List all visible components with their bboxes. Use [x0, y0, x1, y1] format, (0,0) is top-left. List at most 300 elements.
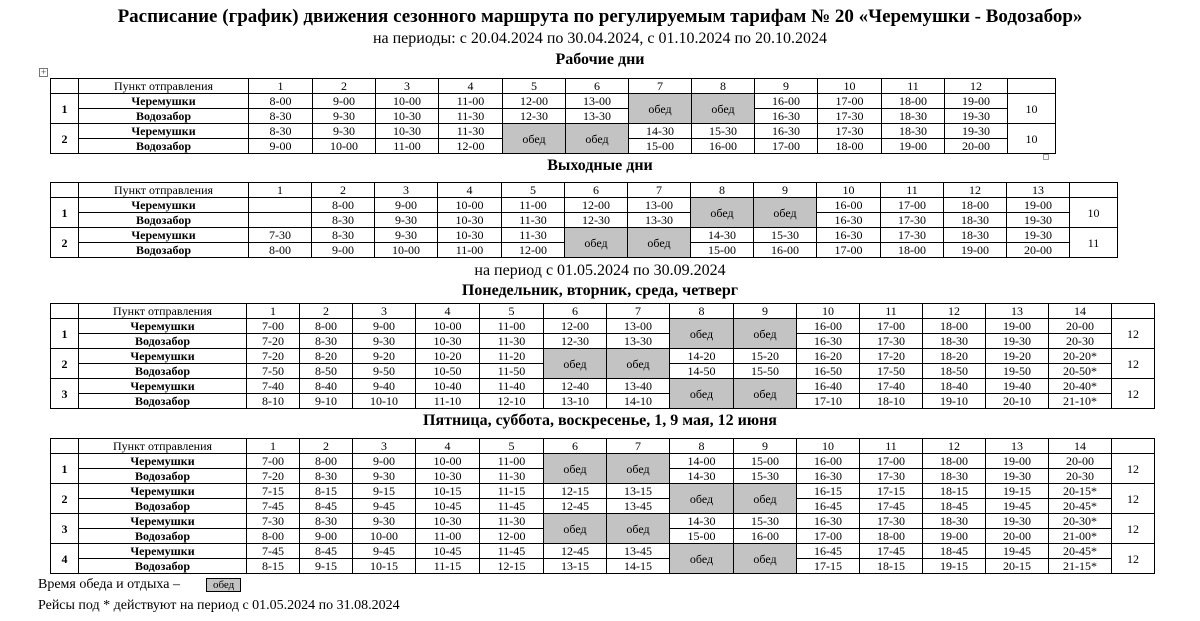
header-total-blank [1070, 183, 1118, 198]
departure-time-cell: 8-30 [300, 334, 353, 349]
footer-lunch-note [38, 577, 241, 593]
trips-total-cell: 12 [1112, 454, 1155, 484]
departure-time-cell: 13-00 [628, 198, 691, 213]
departure-time-cell: 7-30 [247, 514, 300, 529]
stop-name-cell: Черемушки [79, 94, 249, 109]
lunch-break-cell: обед [734, 544, 797, 574]
departure-time-cell: 7-00 [247, 454, 300, 469]
departure-time-cell: 16-15 [797, 484, 860, 499]
departure-time-cell: 13-45 [607, 499, 670, 514]
table-row [51, 454, 1155, 469]
departure-time-cell: 8-50 [300, 364, 353, 379]
departure-time-cell: 9-20 [353, 349, 416, 364]
route-number-cell: 1 [51, 94, 79, 124]
departure-time-cell: 17-00 [755, 139, 818, 154]
departure-time-cell: 16-30 [817, 228, 881, 243]
table-row [51, 94, 1056, 109]
departure-time-cell: 20-45* [1049, 544, 1112, 559]
departure-time-cell: 18-20 [923, 349, 986, 364]
departure-time-cell: 10-00 [416, 319, 480, 334]
departure-time-cell: 14-10 [607, 394, 670, 409]
header-trip-number: 12 [923, 304, 986, 319]
departure-time-cell: 16-30 [797, 334, 860, 349]
lunch-break-cell: обед [670, 484, 734, 514]
lunch-break-cell: обед [565, 228, 628, 258]
departure-time-cell: 18-30 [882, 124, 945, 139]
departure-time-cell: 18-30 [923, 469, 986, 484]
departure-time-cell: 19-40 [986, 379, 1049, 394]
departure-time-cell: 20-45* [1049, 499, 1112, 514]
departure-time-cell: 8-00 [300, 454, 353, 469]
departure-time-cell: 9-30 [353, 514, 416, 529]
departure-time-cell: 8-30 [300, 469, 353, 484]
stop-name-cell: Водозабор [79, 139, 249, 154]
route-number-cell: 1 [51, 319, 79, 349]
departure-time-cell: 11-00 [502, 198, 565, 213]
departure-time-cell [249, 198, 312, 213]
departure-time-cell: 17-00 [817, 243, 881, 258]
departure-time-cell: 19-30 [945, 109, 1008, 124]
departure-time-cell: 8-00 [312, 198, 375, 213]
departure-time-cell: 9-00 [353, 454, 416, 469]
header-trip-number: 7 [607, 304, 670, 319]
departure-time-cell: 8-30 [312, 228, 375, 243]
stop-name-cell: Водозабор [79, 109, 249, 124]
departure-time-cell: 14-20 [670, 349, 734, 364]
departure-time-cell: 7-20 [247, 334, 300, 349]
departure-time-cell: 16-50 [797, 364, 860, 379]
departure-time-cell: 10-00 [375, 243, 438, 258]
departure-time-cell: 10-10 [353, 394, 416, 409]
departure-time-cell: 15-20 [734, 349, 797, 364]
departure-time-cell: 17-20 [860, 349, 923, 364]
departure-time-cell: 17-30 [881, 213, 944, 228]
departure-time-cell: 11-20 [480, 349, 544, 364]
departure-time-cell: 18-00 [860, 529, 923, 544]
departure-time-cell: 18-15 [860, 559, 923, 574]
departure-time-cell: 15-30 [692, 124, 755, 139]
stop-name-cell: Черемушки [79, 514, 247, 529]
footer-star-note: Рейсы под * действуют на период с 01.05.2024 по 31.08.2024 [38, 598, 400, 613]
header-trip-number: 10 [817, 183, 881, 198]
departure-time-cell: 16-00 [755, 94, 818, 109]
departure-time-cell: 11-30 [439, 109, 503, 124]
departure-time-cell: 20-30* [1049, 514, 1112, 529]
departure-time-cell: 14-00 [670, 454, 734, 469]
departure-time-cell: 10-45 [416, 544, 480, 559]
header-trip-number: 12 [923, 439, 986, 454]
departure-time-cell: 12-10 [480, 394, 544, 409]
departure-time-cell: 16-20 [797, 349, 860, 364]
departure-time-cell: 9-30 [375, 228, 438, 243]
departure-time-cell: 18-30 [923, 334, 986, 349]
page-title: Расписание (график) движения сезонного маршрута по регулируемым тарифам № 20 «Черемушки - Водозабор» [117, 6, 1083, 27]
departure-time-cell: 20-15* [1049, 484, 1112, 499]
departure-time-cell: 9-00 [300, 529, 353, 544]
section-title-weekends: Выходные дни [547, 157, 653, 174]
departure-time-cell: 17-15 [860, 484, 923, 499]
departure-time-cell: 10-30 [416, 469, 480, 484]
header-trip-number: 12 [945, 79, 1008, 94]
route-number-cell: 3 [51, 514, 79, 544]
departure-time-cell: 16-40 [797, 379, 860, 394]
departure-time-cell: 8-40 [300, 379, 353, 394]
trips-total-cell: 11 [1070, 228, 1118, 258]
departure-time-cell: 9-45 [353, 544, 416, 559]
header-total-blank [1112, 439, 1155, 454]
departure-time-cell: 12-30 [565, 213, 628, 228]
departure-time-cell: 18-30 [923, 514, 986, 529]
schedule-table-fri-sun [50, 438, 1155, 574]
departure-time-cell: 9-40 [353, 379, 416, 394]
stop-name-cell: Черемушки [79, 228, 249, 243]
header-trip-number: 5 [503, 79, 566, 94]
lunch-break-cell: обед [691, 198, 754, 228]
header-trip-number: 1 [247, 439, 300, 454]
move-handle-icon[interactable]: + [40, 68, 47, 76]
header-trip-number: 11 [860, 439, 923, 454]
stop-name-cell: Черемушки [79, 124, 249, 139]
departure-time-cell: 8-30 [249, 124, 313, 139]
stop-name-cell: Черемушки [79, 349, 247, 364]
departure-time-cell: 10-00 [353, 529, 416, 544]
departure-time-cell: 18-00 [923, 454, 986, 469]
departure-time-cell: 18-30 [882, 109, 945, 124]
lunch-break-cell: обед [607, 349, 670, 379]
departure-time-cell: 16-30 [817, 213, 881, 228]
departure-time-cell: 18-10 [860, 394, 923, 409]
departure-time-cell: 18-30 [944, 228, 1007, 243]
table-row [51, 349, 1155, 364]
header-trip-number: 3 [353, 304, 416, 319]
departure-time-cell: 19-15 [986, 484, 1049, 499]
departure-time-cell: 17-00 [818, 94, 882, 109]
departure-time-cell: 12-00 [439, 139, 503, 154]
departure-time-cell: 11-00 [438, 243, 502, 258]
trips-total-cell: 10 [1008, 94, 1056, 124]
departure-time-cell: 17-45 [860, 499, 923, 514]
lunch-break-cell: обед [670, 544, 734, 574]
departure-time-cell: 10-30 [376, 109, 439, 124]
route-number-cell: 2 [51, 124, 79, 154]
table-header-row [51, 183, 1118, 198]
trips-total-cell: 12 [1112, 544, 1155, 574]
departure-time-cell: 13-00 [607, 319, 670, 334]
header-trip-number: 10 [818, 79, 882, 94]
departure-time-cell: 21-00* [1049, 529, 1112, 544]
table-row [51, 124, 1056, 139]
departure-time-cell: 8-15 [247, 559, 300, 574]
lunch-break-cell: обед [670, 379, 734, 409]
departure-time-cell: 19-00 [1007, 198, 1070, 213]
departure-time-cell: 20-10 [986, 394, 1049, 409]
departure-time-cell: 16-45 [797, 499, 860, 514]
header-blank-cell [51, 439, 79, 454]
departure-time-cell: 16-30 [797, 514, 860, 529]
departure-time-cell: 15-00 [734, 454, 797, 469]
route-number-cell: 3 [51, 379, 79, 409]
departure-time-cell: 9-10 [300, 394, 353, 409]
departure-time-cell: 16-30 [755, 124, 818, 139]
departure-time-cell: 17-30 [881, 228, 944, 243]
lunch-break-cell: обед [734, 379, 797, 409]
header-trip-number: 6 [544, 439, 607, 454]
departure-time-cell: 9-00 [313, 94, 376, 109]
departure-time-cell: 11-15 [416, 559, 480, 574]
lunch-break-cell: обед [607, 514, 670, 544]
departure-time-cell: 15-50 [734, 364, 797, 379]
departure-time-cell: 20-40* [1049, 379, 1112, 394]
departure-time-cell: 19-30 [986, 334, 1049, 349]
departure-time-cell: 12-15 [544, 484, 607, 499]
table-header-row [51, 79, 1056, 94]
departure-time-cell: 8-20 [300, 349, 353, 364]
departure-time-cell: 11-30 [480, 469, 544, 484]
departure-time-cell: 10-30 [376, 124, 439, 139]
departure-time-cell: 15-30 [754, 228, 817, 243]
section-title-workdays: Рабочие дни [555, 51, 645, 68]
header-trip-number: 9 [734, 439, 797, 454]
departure-time-cell: 11-30 [502, 213, 565, 228]
departure-time-cell: 17-10 [797, 394, 860, 409]
departure-time-cell: 9-00 [353, 319, 416, 334]
departure-time-cell: 14-50 [670, 364, 734, 379]
departure-time-cell: 11-30 [502, 228, 565, 243]
table-header-row [51, 439, 1155, 454]
departure-time-cell: 7-50 [247, 364, 300, 379]
departure-time-cell: 19-00 [945, 94, 1008, 109]
departure-time-cell: 17-15 [797, 559, 860, 574]
departure-time-cell: 14-30 [691, 228, 754, 243]
departure-time-cell: 8-00 [249, 243, 312, 258]
departure-time-cell: 10-00 [313, 139, 376, 154]
departure-time-cell: 8-00 [249, 94, 313, 109]
header-trip-number: 4 [416, 439, 480, 454]
departure-time-cell: 12-30 [503, 109, 566, 124]
period2-subtitle: на период с 01.05.2024 по 30.09.2024 [474, 262, 726, 279]
departure-time-cell: 13-30 [566, 109, 629, 124]
departure-time-cell: 12-00 [502, 243, 565, 258]
departure-time-cell: 9-30 [353, 469, 416, 484]
departure-time-cell: 12-00 [503, 94, 566, 109]
departure-time-cell: 17-40 [860, 379, 923, 394]
header-trip-number: 3 [376, 79, 439, 94]
table-row [51, 394, 1155, 409]
departure-time-cell: 9-00 [312, 243, 375, 258]
departure-time-cell: 8-30 [300, 514, 353, 529]
lunch-break-cell: обед [692, 94, 755, 124]
departure-time-cell: 8-15 [300, 484, 353, 499]
stop-name-cell: Черемушки [79, 454, 247, 469]
departure-time-cell: 11-10 [416, 394, 480, 409]
departure-time-cell: 11-30 [439, 124, 503, 139]
departure-time-cell: 11-45 [480, 544, 544, 559]
departure-time-cell: 17-30 [860, 514, 923, 529]
stop-name-cell: Водозабор [79, 559, 247, 574]
departure-time-cell: 15-30 [734, 514, 797, 529]
stop-name-cell: Водозабор [79, 499, 247, 514]
stop-name-cell: Водозабор [79, 364, 247, 379]
header-trip-number: 10 [797, 439, 860, 454]
departure-time-cell: 10-00 [416, 454, 480, 469]
departure-time-cell: 10-20 [416, 349, 480, 364]
departure-time-cell: 18-00 [818, 139, 882, 154]
lunch-break-cell: обед [503, 124, 566, 154]
departure-time-cell: 12-30 [544, 334, 607, 349]
departure-time-cell: 19-20 [986, 349, 1049, 364]
departure-time-cell: 19-30 [986, 469, 1049, 484]
trips-total-cell: 12 [1112, 319, 1155, 349]
departure-time-cell: 19-00 [986, 319, 1049, 334]
departure-time-cell: 19-50 [986, 364, 1049, 379]
departure-time-cell: 18-00 [881, 243, 944, 258]
header-trip-number: 6 [544, 304, 607, 319]
stop-name-cell: Водозабор [79, 394, 247, 409]
header-trip-number: 2 [300, 304, 353, 319]
trips-total-cell: 12 [1112, 349, 1155, 379]
departure-time-cell: 10-50 [416, 364, 480, 379]
departure-time-cell: 10-40 [416, 379, 480, 394]
header-trip-number: 9 [754, 183, 817, 198]
departure-time-cell: 7-20 [247, 349, 300, 364]
table-row [51, 559, 1155, 574]
header-trip-number: 3 [375, 183, 438, 198]
departure-time-cell: 11-00 [439, 94, 503, 109]
departure-time-cell: 19-00 [944, 243, 1007, 258]
table-row [51, 544, 1155, 559]
departure-time-cell: 11-00 [480, 319, 544, 334]
departure-time-cell: 12-15 [480, 559, 544, 574]
departure-time-cell: 13-45 [607, 544, 670, 559]
departure-time-cell: 20-00 [1007, 243, 1070, 258]
departure-time-cell: 12-45 [544, 499, 607, 514]
header-trip-number: 7 [607, 439, 670, 454]
departure-time-cell: 16-30 [755, 109, 818, 124]
departure-time-cell: 17-30 [860, 469, 923, 484]
departure-time-cell: 18-30 [944, 213, 1007, 228]
departure-time-cell: 12-00 [480, 529, 544, 544]
departure-time-cell: 10-30 [416, 334, 480, 349]
departure-time-cell: 12-00 [544, 319, 607, 334]
header-departure-label: Пункт отправления [79, 304, 247, 319]
departure-time-cell: 19-30 [1007, 213, 1070, 228]
header-trip-number: 11 [860, 304, 923, 319]
departure-time-cell [249, 213, 312, 228]
departure-time-cell: 8-30 [249, 109, 313, 124]
stop-name-cell: Черемушки [79, 198, 249, 213]
departure-time-cell: 8-45 [300, 499, 353, 514]
departure-time-cell: 17-00 [881, 198, 944, 213]
table-row [51, 484, 1155, 499]
departure-time-cell: 9-50 [353, 364, 416, 379]
departure-time-cell: 21-10* [1049, 394, 1112, 409]
lunch-break-cell: обед [734, 319, 797, 349]
header-trip-number: 8 [670, 439, 734, 454]
schedule-table-mon-thu [50, 303, 1155, 409]
header-blank-cell [51, 304, 79, 319]
departure-time-cell: 18-00 [944, 198, 1007, 213]
header-trip-number: 11 [881, 183, 944, 198]
departure-time-cell: 18-45 [923, 544, 986, 559]
departure-time-cell: 13-00 [566, 94, 629, 109]
header-trip-number: 9 [755, 79, 818, 94]
departure-time-cell: 16-45 [797, 544, 860, 559]
stop-name-cell: Черемушки [79, 319, 247, 334]
departure-time-cell: 20-30 [1049, 334, 1112, 349]
header-departure-label: Пункт отправления [79, 79, 249, 94]
lunch-break-cell: обед [734, 484, 797, 514]
departure-time-cell: 19-10 [923, 394, 986, 409]
departure-time-cell: 11-00 [376, 139, 439, 154]
header-trip-number: 5 [480, 439, 544, 454]
route-number-cell: 4 [51, 544, 79, 574]
header-trip-number: 8 [691, 183, 754, 198]
header-trip-number: 10 [797, 304, 860, 319]
header-trip-number: 11 [882, 79, 945, 94]
header-trip-number: 7 [628, 183, 691, 198]
departure-time-cell: 17-00 [797, 529, 860, 544]
departure-time-cell: 20-20* [1049, 349, 1112, 364]
departure-time-cell: 16-00 [797, 319, 860, 334]
departure-time-cell: 13-40 [607, 379, 670, 394]
lunch-legend-chip: обед [206, 578, 241, 592]
departure-time-cell: 17-50 [860, 364, 923, 379]
table-row [51, 198, 1118, 213]
departure-time-cell: 11-15 [480, 484, 544, 499]
schedule-table-weekends [50, 182, 1118, 258]
header-blank-cell [51, 183, 79, 198]
departure-time-cell: 20-00 [1049, 454, 1112, 469]
departure-time-cell: 9-30 [375, 213, 438, 228]
departure-time-cell: 19-30 [986, 514, 1049, 529]
departure-time-cell: 9-30 [313, 109, 376, 124]
departure-time-cell: 11-45 [480, 499, 544, 514]
departure-time-cell: 12-00 [565, 198, 628, 213]
departure-time-cell: 21-15* [1049, 559, 1112, 574]
schedule-table-workdays [50, 78, 1056, 154]
lunch-break-cell: обед [544, 514, 607, 544]
departure-time-cell: 17-00 [860, 319, 923, 334]
departure-time-cell: 8-10 [247, 394, 300, 409]
header-trip-number: 2 [313, 79, 376, 94]
lunch-break-cell: обед [629, 94, 692, 124]
lunch-note-text: Время обеда и отдыха – [38, 577, 180, 592]
departure-time-cell: 18-15 [923, 484, 986, 499]
departure-time-cell: 7-45 [247, 499, 300, 514]
header-trip-number: 8 [670, 304, 734, 319]
departure-time-cell: 7-40 [247, 379, 300, 394]
departure-time-cell: 16-00 [797, 454, 860, 469]
header-trip-number: 1 [249, 79, 313, 94]
departure-time-cell: 11-00 [416, 529, 480, 544]
departure-time-cell: 19-30 [1007, 228, 1070, 243]
departure-time-cell: 11-00 [480, 454, 544, 469]
departure-time-cell: 8-00 [247, 529, 300, 544]
departure-time-cell: 20-00 [986, 529, 1049, 544]
departure-time-cell: 20-15 [986, 559, 1049, 574]
lunch-break-cell: обед [607, 454, 670, 484]
departure-time-cell: 19-45 [986, 499, 1049, 514]
departure-time-cell: 18-50 [923, 364, 986, 379]
lunch-break-cell: обед [754, 198, 817, 228]
section-title-fri-sun: Пятница, суббота, воскресенье, 1, 9 мая, 12 июня [423, 412, 777, 429]
departure-time-cell: 18-40 [923, 379, 986, 394]
header-trip-number: 4 [438, 183, 502, 198]
lunch-break-cell: обед [544, 349, 607, 379]
departure-time-cell: 19-00 [923, 529, 986, 544]
departure-time-cell: 11-50 [480, 364, 544, 379]
header-departure-label: Пункт отправления [79, 439, 247, 454]
